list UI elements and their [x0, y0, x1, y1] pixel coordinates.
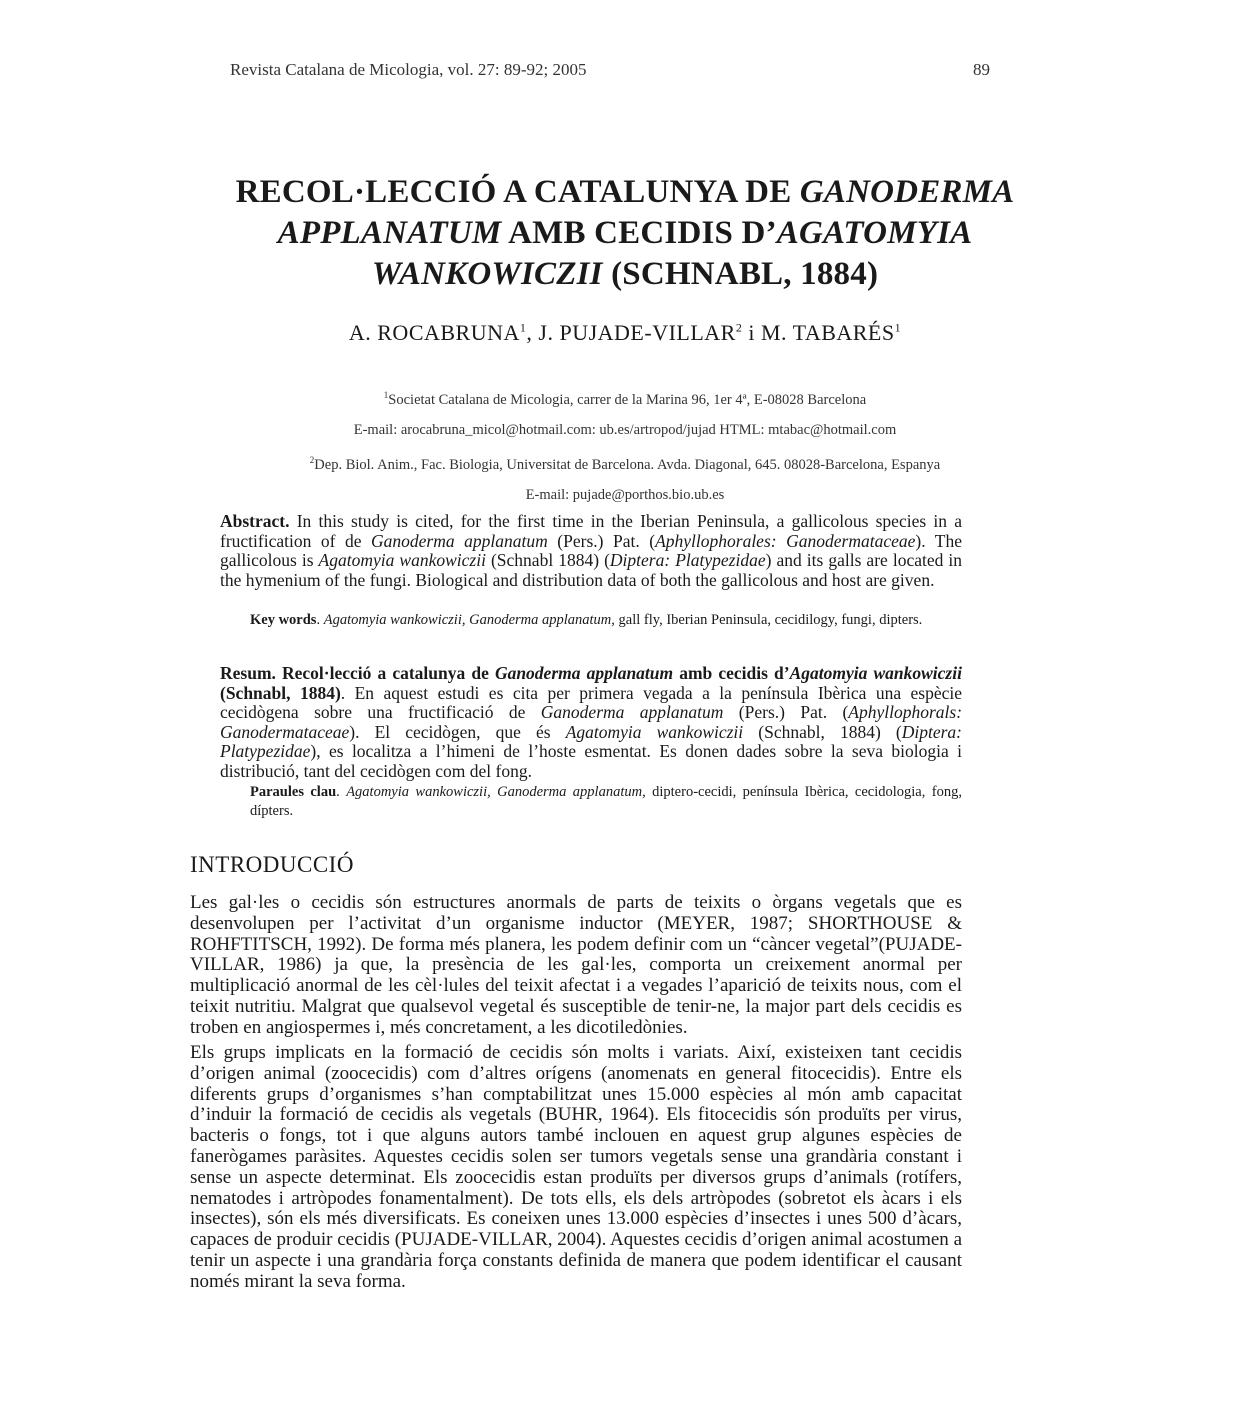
paragraph: Els grups implicats en la formació de cecidis són molts i variats. Així, existeixen tant cecidis d’origen animal (zoocecidis) com d’altres orígens (anomenats en general fitocecidis). Entre els diferents grups d’organismes s’han comptabilitzat unes 15.000 espècies al món amb capacitat d’induir la formació de cecidis als vegetals (BUHR, 1964). Els fitocecidis són produïts per virus, bacteris o fongs, tot i que alguns autors també inclouen en aquest grup algunes espècies de fanerògames paràsites. Aquestes cecidis solen ser tumors vegetals sense una grandària constant i sense un aspecte determinat. Els zoocecidis estan produïts per diversos grups d’animals (rotífers, nematodes i artròpodes fonamentalment). De tots ells, els dels artròpodes (sobretot els àcars i els insectes), són els més diversificats. Es coneixen unes 13.000 espècies d’insectes i unes 500 d’àcars, capaces de produir cecidis (PUJADE-VILLAR, 2004). Aquestes cecidis d’origen animal acostumen a tenir un aspecte i una grandària força constants definida de manera que podem identificar el causant només mirant la seva forma. [190, 1042, 962, 1292]
author-name: i M. TABARÉS [742, 320, 895, 345]
keywords-label: Paraules clau [250, 784, 337, 800]
affiliation-2-email: E-mail: pujade@porthos.bio.ub.es [525, 486, 725, 503]
affiliation-mark: 1 [894, 320, 902, 335]
keywords-catalan: Paraules clau. Agatomyia wankowiczii, Ganoderma applanatum, diptero-cecidi, península Ibèrica, cecidologia, fong, dípters. [250, 784, 962, 819]
author-name: A. ROCABRUNA [348, 320, 520, 345]
section-heading: INTRODUCCIÓ [190, 852, 354, 877]
abstract: Abstract. In this study is cited, for the first time in the Iberian Peninsula, a gallicolous species in a fructification of de Ganoderma applanatum (Pers.) Pat. (Aphyllophorales: Ganodermataceae). The gallicolous is Agatomyia wankowiczii (Schnabl 1884) (Diptera: Platypezidae) and its galls are located in the hymenium of the fungi. Biological and distribution data of both the gallicolous and host are given. [220, 511, 963, 590]
author-list [200, 320, 1050, 346]
author-name: , J. PUJADE-VILLAR [526, 320, 736, 345]
title-part: RECOL·LECCIÓ A CATALUNYA DE [235, 174, 800, 210]
paper-title [200, 172, 1050, 295]
resum-label: Resum [220, 663, 272, 683]
affiliation-2: $^2$Dep. Biol. Anim., Fac. Biologia, Universitat de Barcelona. Avda. Diagonal, 645. 08028-Barcelona, Espanya [309, 454, 941, 473]
abstract-label: Abstract. [220, 511, 290, 531]
title-genus-gall: AGATOMYIA WANKOWICZII [371, 215, 973, 292]
affiliation-mark: 1 [383, 390, 389, 400]
title-genus-host: GANODERMA APPLANATUM [277, 174, 1015, 251]
affiliation-1-email: E-mail: arocabruna_micol@hotmail.com: ub.es/artropod/jujad HTML: mtabac@hotmail.com [353, 421, 897, 438]
affiliation-1: $^1$Societat Catalana de Micologia, carrer de la Marina 96, 1er 4ª, E-08028 Barcelona [383, 390, 867, 408]
paragraph: Les gal·les o cecidis són estructures anormals de parts de teixits o òrgans vegetals que es desenvolupen per l’activitat d’un organisme inductor (MEYER, 1987; SHORTHOUSE & ROHFTITSCH, 1992). De forma més planera, les podem definir com un “càncer vegetal”(PUJADE-VILLAR, 1986) ja que, la presència de les gal·les, comporta un creixement anormal per multiplicació anormal de les cèl·lules del teixit afectat i a vegades l’aparició de teixits nous, com el teixit nutritiu. Malgrat que qualsevol vegetal és susceptible de tenir-ne, la major part dels cecidis es troben en angiospermes i, més concretament, a les dicotiledònies. [190, 892, 962, 1038]
affiliation-mark: 2 [309, 454, 315, 465]
title-part: AMB CECIDIS D’ [501, 215, 777, 251]
keywords-label: Key words [250, 612, 317, 628]
page-number: 89 [973, 60, 990, 79]
affiliation-mark: 2 [735, 320, 743, 335]
resum: Resum. Recol·lecció a catalunya de Ganoderma applanatum amb cecidis d’Agatomyia wankowiczii (Schnabl, 1884). En aquest estudi es cita per primera vegada a la península Ibèrica una espècie cecidògena sobre una fructificació de Ganoderma applanatum (Pers.) Pat. (Aphyllophorals: Ganodermataceae). El cecidògen, que és Agatomyia wankowiczii (Schnabl, 1884) (Diptera: Platypezidae), es localitza a l’himeni de l’hoste esmentat. Es donen dades sobre la seva biologia i distribució, tant del cecidògen com del fong. [220, 663, 963, 781]
journal-citation: Revista Catalana de Micologia, vol. 27: 89-92; 2005 [230, 60, 587, 79]
affiliation-mark: 1 [519, 320, 527, 335]
keywords-english: Key words. Agatomyia wankowiczii, Ganoderma applanatum, gall fly, Iberian Peninsula, cecidilogy, fungi, dipters. [250, 612, 923, 628]
title-part: (SCHNABL, 1884) [602, 256, 879, 292]
affiliations [200, 380, 1050, 510]
